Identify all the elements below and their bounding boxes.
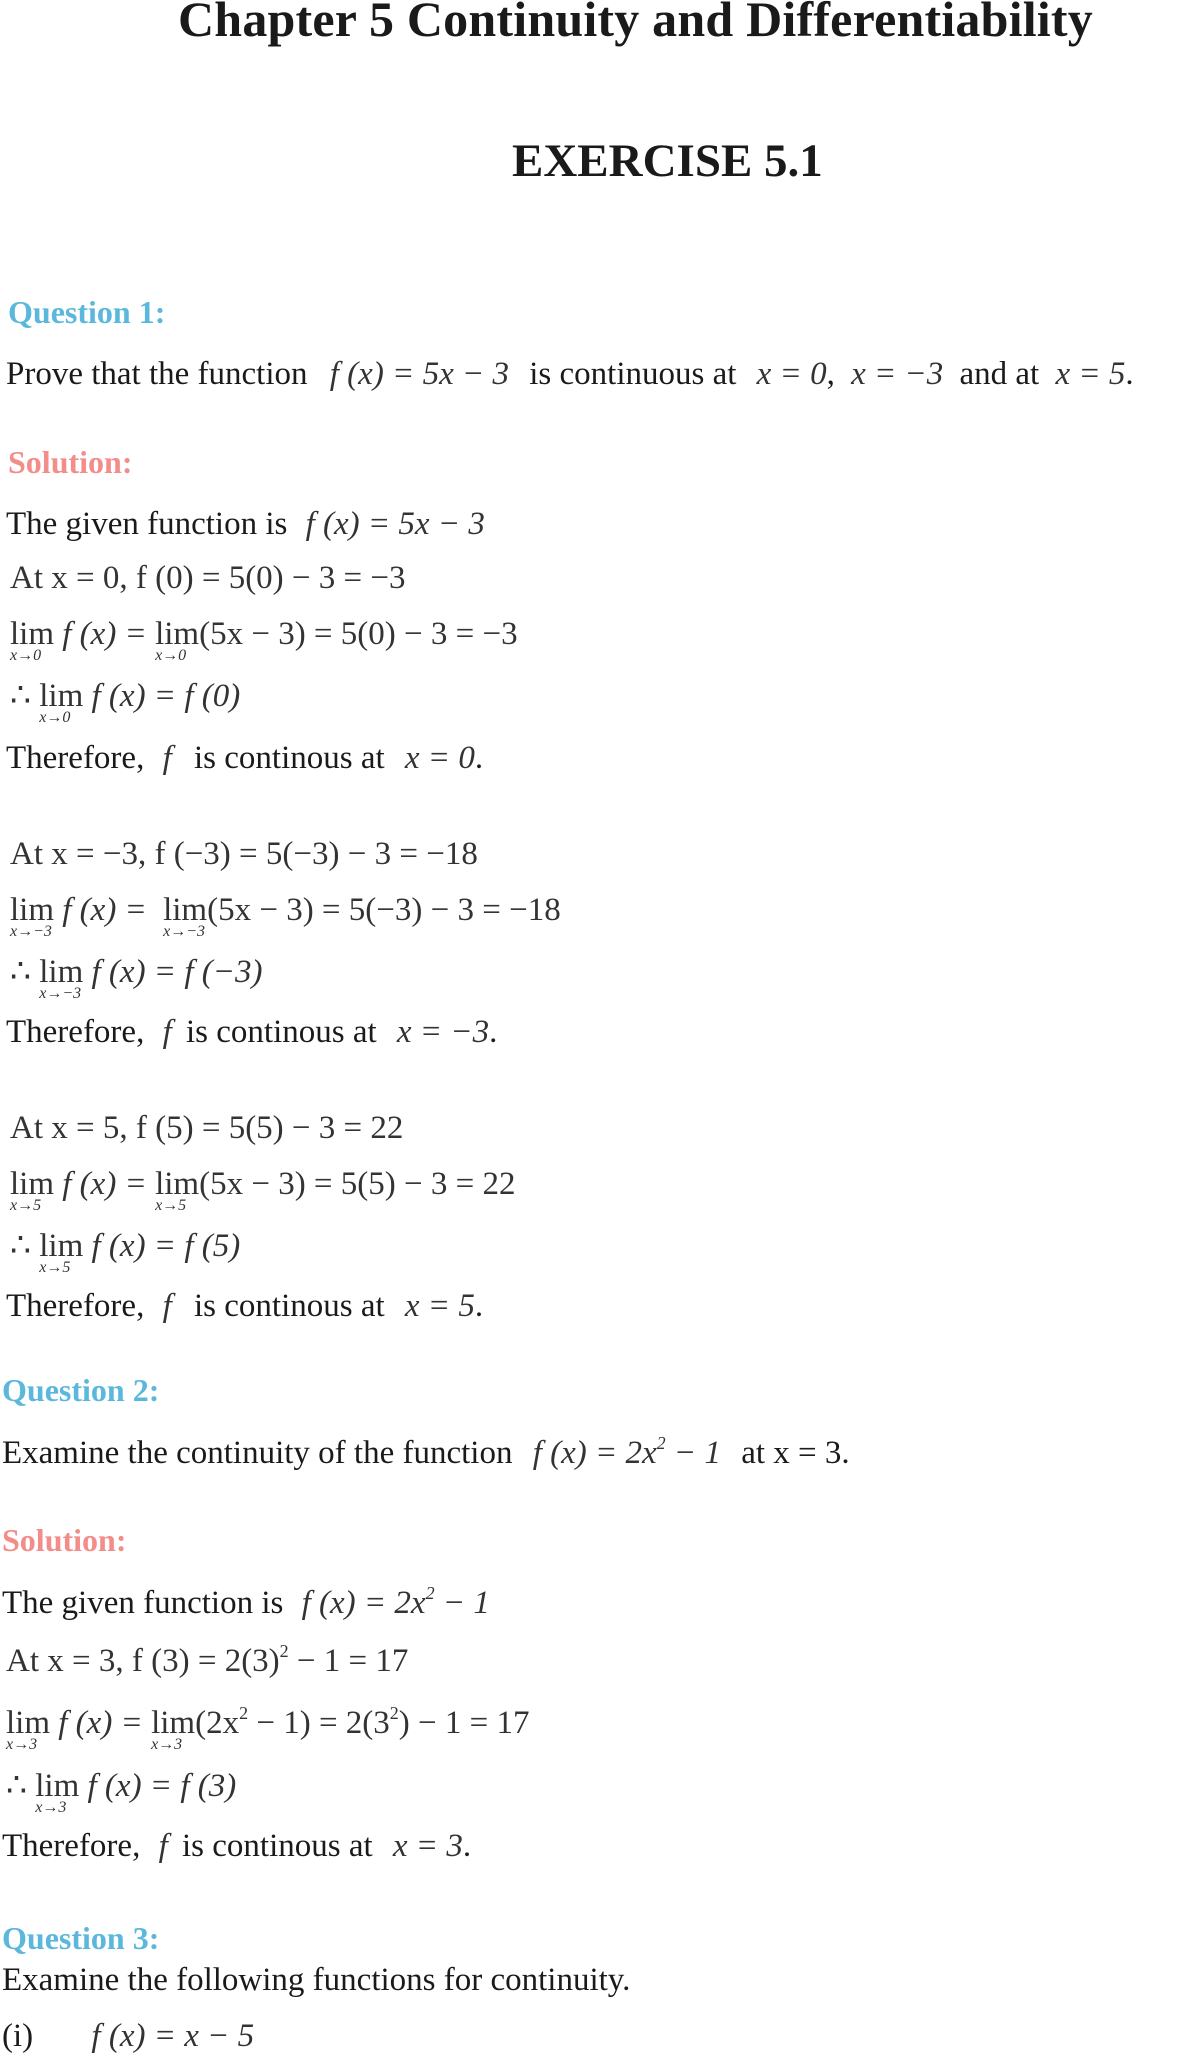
s1-given-line (6, 508, 485, 541)
s1-b1-lim-line (10, 892, 561, 940)
q2-fx: f (x) = 2x (532, 1435, 657, 1471)
s2-at-line (6, 1642, 408, 1678)
conclusion-text-a: Therefore, (6, 740, 145, 776)
s1-b0-lim-mid: f (x) = (62, 616, 156, 652)
s2-given-text: The given function is (2, 1585, 284, 1621)
q2-fx-sup: 2 (656, 1433, 666, 1453)
s1-b0-lim-b (155, 616, 200, 664)
question-3-text: Examine the following functions for continuity. (2, 1962, 631, 1998)
lim-sub: x→3 (151, 1736, 183, 1753)
q2-period: . (841, 1435, 850, 1471)
conclusion-dot: . (489, 1014, 498, 1050)
s1-b0-lim-end: (5x − 3) = 5(0) − 3 = −3 (199, 616, 518, 652)
therefore-symbol: ∴ (10, 1228, 31, 1264)
s1-b1-therefore-line (10, 954, 263, 1002)
lim-sub: x→3 (6, 1736, 38, 1753)
s2-given-fx: f (x) = 2x (301, 1585, 426, 1621)
s2-lim-line (6, 1703, 530, 1753)
lim-sub: x→3 (35, 1799, 67, 1816)
s2-th-lim (35, 1768, 80, 1816)
s2-given-function (302, 1585, 490, 1621)
s2-th-end: f (x) = f (3) (87, 1768, 237, 1804)
lim-word: lim (151, 1705, 196, 1741)
conclusion-x: x = 5 (404, 1288, 475, 1324)
conclusion-text-a: Therefore, (6, 1288, 145, 1324)
s1-b2-therefore-line (10, 1228, 241, 1276)
conclusion-x: x = −3 (396, 1014, 490, 1050)
question-1-text (6, 358, 1134, 391)
q1-comma: , (826, 356, 835, 392)
lim-sub: x→5 (10, 1197, 42, 1214)
conclusion-dot: . (474, 740, 484, 776)
s1-b1-lim-end: (5x − 3) = 5(−3) − 3 = −18 (207, 892, 561, 928)
lim-sub: x→5 (155, 1197, 187, 1214)
conclusion-x: x = 3 (392, 1828, 463, 1864)
s1-b2-lim-a (10, 1166, 55, 1214)
conclusion-text-b: is continous at (182, 1828, 373, 1864)
q2-function (533, 1435, 721, 1471)
conclusion-f: f (162, 1288, 172, 1324)
question-1-heading: Question 1: (8, 294, 166, 330)
s2-given-end: − 1 (434, 1585, 490, 1621)
q1-xm3: x = −3 (851, 356, 944, 392)
q3-item-label: (i) (2, 2018, 34, 2054)
conclusion-text-b: is continous at (194, 740, 385, 776)
lim-word: lim (39, 954, 84, 990)
solution-1-heading: Solution: (8, 444, 133, 480)
s2-at-end: − 1 = 17 (288, 1643, 409, 1679)
s1-b0-conclusion (6, 742, 483, 775)
question-3-heading: Question 3: (2, 1920, 160, 1956)
therefore-symbol: ∴ (6, 1768, 27, 1804)
s1-given-text: The given function is (6, 506, 288, 542)
s1-b0-th-end: f (x) = f (0) (91, 678, 241, 714)
s1-b0-lim-a (10, 616, 55, 664)
s1-b2-conclusion (6, 1290, 483, 1323)
s2-given-line (2, 1584, 490, 1620)
s2-lim-sup2: 2 (389, 1703, 399, 1723)
s1-b2-th-lim (39, 1228, 84, 1276)
s1-b2-at-line: At x = 5, f (5) = 5(5) − 3 = 22 (10, 1110, 404, 1146)
lim-sub: x→0 (39, 709, 71, 726)
lim-word: lim (6, 1705, 51, 1741)
s1-b0-th-lim (39, 678, 84, 726)
solution-2-heading: Solution: (2, 1522, 127, 1558)
lim-word: lim (163, 892, 208, 928)
s2-lim-end1: (2x (195, 1705, 240, 1741)
s2-at-sup: 2 (279, 1641, 289, 1661)
s1-b1-at-line: At x = −3, f (−3) = 5(−3) − 3 = −18 (10, 836, 478, 872)
s2-conclusion (2, 1830, 471, 1863)
lim-word: lim (155, 1166, 200, 1202)
s2-lim-b (151, 1705, 196, 1753)
s2-lim-a (6, 1705, 51, 1753)
s2-lim-sup1: 2 (239, 1703, 249, 1723)
lim-word: lim (39, 678, 84, 714)
lim-word: lim (35, 1768, 80, 1804)
s1-b0-at-line: At x = 0, f (0) = 5(0) − 3 = −3 (10, 560, 406, 596)
s2-therefore-line (6, 1768, 237, 1816)
s1-given-function: f (x) = 5x − 3 (305, 506, 485, 542)
lim-word: lim (155, 616, 200, 652)
s1-b1-conclusion (6, 1016, 497, 1049)
s1-b0-lim-line (10, 616, 518, 664)
q2-fx-end: − 1 (665, 1435, 721, 1471)
question-2-text (2, 1434, 850, 1470)
lim-sub: x→−3 (39, 985, 82, 1002)
q1-function: f (x) = 5x − 3 (329, 356, 509, 392)
q2-text-a: Examine the continuity of the function (2, 1435, 513, 1471)
conclusion-f: f (158, 1828, 168, 1864)
therefore-symbol: ∴ (10, 954, 31, 990)
q1-text-a: Prove that the function (6, 356, 308, 392)
lim-sub: x→−3 (10, 923, 52, 940)
conclusion-f: f (162, 1014, 172, 1050)
q1-x0: x = 0 (756, 356, 827, 392)
s2-lim-mid: f (x) = (58, 1705, 152, 1741)
lim-word: lim (10, 616, 55, 652)
conclusion-dot: . (474, 1288, 484, 1324)
conclusion-x: x = 0 (404, 740, 475, 776)
conclusion-f: f (162, 740, 172, 776)
lim-sub: x→0 (155, 647, 187, 664)
q1-text-b: is continuous at (529, 356, 737, 392)
conclusion-text-a: Therefore, (6, 1014, 145, 1050)
lim-word: lim (10, 1166, 55, 1202)
q1-period: . (1125, 356, 1134, 392)
q1-text-c: and at (959, 356, 1040, 392)
s2-lim-end2: − 1) = 2(3 (248, 1705, 390, 1741)
s1-b0-therefore-line (10, 678, 241, 726)
conclusion-text-b: is continous at (194, 1288, 385, 1324)
s2-lim-end3: ) − 1 = 17 (398, 1705, 530, 1741)
question-2-heading: Question 2: (2, 1372, 160, 1408)
exercise-title: EXERCISE 5.1 (512, 135, 823, 187)
lim-sub: x→5 (39, 1259, 71, 1276)
lim-sub: x→−3 (163, 923, 205, 940)
s1-b2-th-end: f (x) = f (5) (91, 1228, 241, 1264)
therefore-symbol: ∴ (10, 678, 31, 714)
q3-item-i (2, 2020, 254, 2053)
q1-x5: x = 5 (1055, 356, 1126, 392)
s1-b2-lim-b (155, 1166, 200, 1214)
conclusion-text-b: is continous at (186, 1014, 377, 1050)
s1-b2-lim-end: (5x − 3) = 5(5) − 3 = 22 (199, 1166, 516, 1202)
s1-b1-th-lim (39, 954, 84, 1002)
q3-item-function: f (x) = x − 5 (91, 2018, 255, 2054)
q2-text-b: at x = 3 (741, 1435, 842, 1471)
s1-b1-lim-a (10, 892, 55, 940)
s2-at: At x = 3, f (3) = 2(3) (6, 1643, 280, 1679)
s1-b1-th-end: f (x) = f (−3) (91, 954, 263, 990)
lim-word: lim (39, 1228, 84, 1264)
s1-b1-lim-b (163, 892, 208, 940)
lim-sub: x→0 (10, 647, 42, 664)
s1-b2-lim-line (10, 1166, 516, 1214)
s1-b1-lim-mid: f (x) = (62, 892, 156, 928)
conclusion-text-a: Therefore, (2, 1828, 141, 1864)
conclusion-dot: . (462, 1828, 472, 1864)
s1-b2-lim-mid: f (x) = (62, 1166, 156, 1202)
lim-word: lim (10, 892, 55, 928)
chapter-title: Chapter 5 Continuity and Differentiability (178, 0, 1093, 47)
s2-given-sup: 2 (425, 1583, 435, 1603)
